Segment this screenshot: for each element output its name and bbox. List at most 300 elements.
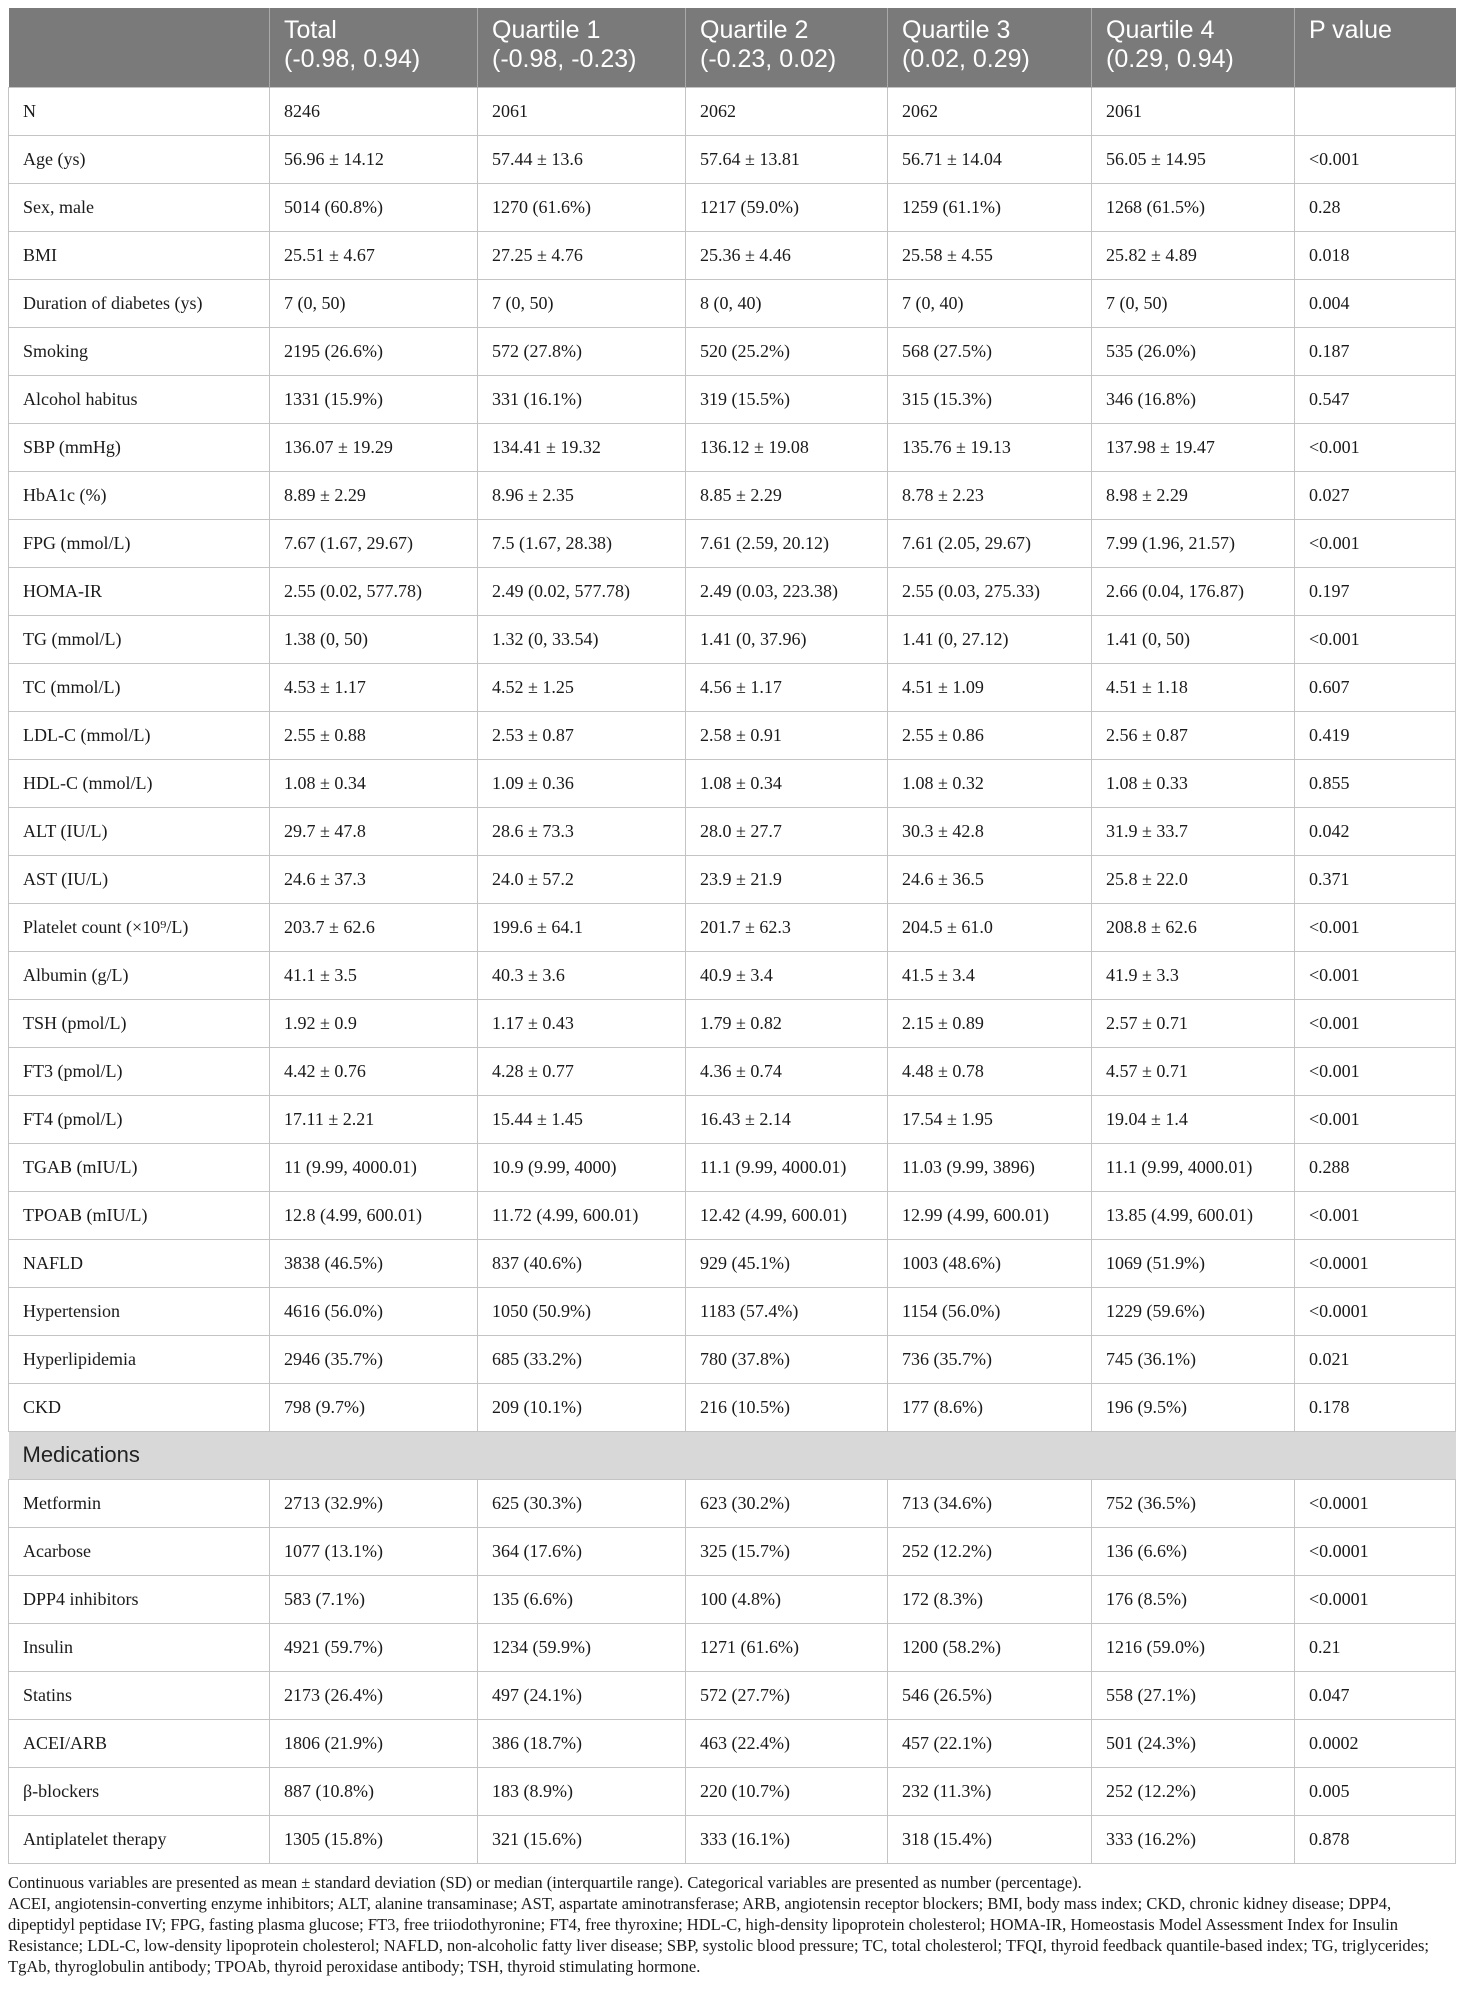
table-row (9, 903, 1456, 951)
cell-p-value: 0.004 (1295, 279, 1456, 327)
cell-quartile-4: 501 (24.3%) (1092, 1719, 1295, 1767)
cell-quartile-1: 331 (16.1%) (478, 375, 686, 423)
cell-p-value: <0.001 (1295, 519, 1456, 567)
table-row (9, 951, 1456, 999)
cell-p-value: <0.0001 (1295, 1239, 1456, 1287)
cell-quartile-1: 15.44 ± 1.45 (478, 1095, 686, 1143)
cell-total: 887 (10.8%) (270, 1767, 478, 1815)
cell-quartile-2: 216 (10.5%) (686, 1383, 888, 1431)
cell-quartile-2: 929 (45.1%) (686, 1239, 888, 1287)
row-label: TG (mmol/L) (9, 615, 270, 663)
row-label: SBP (mmHg) (9, 423, 270, 471)
table-row (9, 1575, 1456, 1623)
table-row (9, 1287, 1456, 1335)
cell-quartile-3: 24.6 ± 36.5 (888, 855, 1092, 903)
cell-quartile-1: 837 (40.6%) (478, 1239, 686, 1287)
table-row (9, 471, 1456, 519)
cell-quartile-4: 1069 (51.9%) (1092, 1239, 1295, 1287)
cell-total: 24.6 ± 37.3 (270, 855, 478, 903)
cell-quartile-2: 23.9 ± 21.9 (686, 855, 888, 903)
table-row (9, 663, 1456, 711)
cell-total: 136.07 ± 19.29 (270, 423, 478, 471)
cell-quartile-4: 558 (27.1%) (1092, 1671, 1295, 1719)
cell-quartile-4: 25.82 ± 4.89 (1092, 231, 1295, 279)
row-label: TSH (pmol/L) (9, 999, 270, 1047)
cell-quartile-2: 4.56 ± 1.17 (686, 663, 888, 711)
cell-quartile-3: 2.15 ± 0.89 (888, 999, 1092, 1047)
row-label: CKD (9, 1383, 270, 1431)
cell-total: 2.55 ± 0.88 (270, 711, 478, 759)
cell-total: 7.67 (1.67, 29.67) (270, 519, 478, 567)
cell-total: 1331 (15.9%) (270, 375, 478, 423)
cell-quartile-2: 572 (27.7%) (686, 1671, 888, 1719)
cell-total: 4.53 ± 1.17 (270, 663, 478, 711)
cell-quartile-2: 40.9 ± 3.4 (686, 951, 888, 999)
table-row (9, 231, 1456, 279)
table-row (9, 423, 1456, 471)
cell-quartile-1: 134.41 ± 19.32 (478, 423, 686, 471)
table-row (9, 759, 1456, 807)
cell-quartile-3: 2.55 ± 0.86 (888, 711, 1092, 759)
row-label: FT4 (pmol/L) (9, 1095, 270, 1143)
cell-quartile-1: 11.72 (4.99, 600.01) (478, 1191, 686, 1239)
cell-p-value: <0.001 (1295, 1095, 1456, 1143)
cell-quartile-4: 13.85 (4.99, 600.01) (1092, 1191, 1295, 1239)
cell-quartile-1: 321 (15.6%) (478, 1815, 686, 1863)
row-label: β-blockers (9, 1767, 270, 1815)
cell-quartile-3: 1.41 (0, 27.12) (888, 615, 1092, 663)
cell-quartile-1: 386 (18.7%) (478, 1719, 686, 1767)
row-label: Age (ys) (9, 135, 270, 183)
cell-quartile-2: 100 (4.8%) (686, 1575, 888, 1623)
cell-total: 41.1 ± 3.5 (270, 951, 478, 999)
cell-quartile-4: 1268 (61.5%) (1092, 183, 1295, 231)
cell-total: 8246 (270, 87, 478, 135)
cell-p-value: 0.042 (1295, 807, 1456, 855)
table-row (9, 615, 1456, 663)
cell-total: 29.7 ± 47.8 (270, 807, 478, 855)
table-row (9, 711, 1456, 759)
row-label: Duration of diabetes (ys) (9, 279, 270, 327)
cell-quartile-3: 315 (15.3%) (888, 375, 1092, 423)
cell-quartile-2: 1.08 ± 0.34 (686, 759, 888, 807)
cell-quartile-4: 2.56 ± 0.87 (1092, 711, 1295, 759)
cell-p-value: <0.001 (1295, 1047, 1456, 1095)
cell-quartile-3: 30.3 ± 42.8 (888, 807, 1092, 855)
cell-p-value: <0.001 (1295, 135, 1456, 183)
row-label: TC (mmol/L) (9, 663, 270, 711)
row-label: Alcohol habitus (9, 375, 270, 423)
cell-quartile-4: 252 (12.2%) (1092, 1767, 1295, 1815)
row-label: HOMA-IR (9, 567, 270, 615)
header-row (9, 8, 1456, 87)
cell-quartile-1: 10.9 (9.99, 4000) (478, 1143, 686, 1191)
cell-p-value: 0.21 (1295, 1623, 1456, 1671)
footnote-summary: Continuous variables are presented as mean ± standard deviation (SD) or median (interquartile range). Categorical variables are presented as number (percentage). (8, 1872, 1082, 1892)
row-label: Statins (9, 1671, 270, 1719)
row-label: Hypertension (9, 1287, 270, 1335)
baseline-characteristics-table (8, 8, 1456, 1864)
table-row (9, 135, 1456, 183)
cell-total: 203.7 ± 62.6 (270, 903, 478, 951)
table-row (9, 1191, 1456, 1239)
cell-total: 798 (9.7%) (270, 1383, 478, 1431)
cell-quartile-4: 535 (26.0%) (1092, 327, 1295, 375)
table-row (9, 183, 1456, 231)
cell-quartile-4: 752 (36.5%) (1092, 1479, 1295, 1527)
cell-quartile-2: 463 (22.4%) (686, 1719, 888, 1767)
cell-quartile-1: 24.0 ± 57.2 (478, 855, 686, 903)
header-range: (0.02, 0.29) (902, 45, 1030, 73)
table-row (9, 87, 1456, 135)
row-label: Acarbose (9, 1527, 270, 1575)
cell-quartile-1: 4.28 ± 0.77 (478, 1047, 686, 1095)
cell-quartile-1: 1234 (59.9%) (478, 1623, 686, 1671)
cell-quartile-1: 364 (17.6%) (478, 1527, 686, 1575)
cell-p-value: 0.187 (1295, 327, 1456, 375)
cell-quartile-1: 2.53 ± 0.87 (478, 711, 686, 759)
table-row (9, 1383, 1456, 1431)
cell-quartile-3: 1259 (61.1%) (888, 183, 1092, 231)
header-quartile-3 (888, 8, 1092, 87)
cell-p-value: 0.005 (1295, 1767, 1456, 1815)
cell-quartile-2: 1271 (61.6%) (686, 1623, 888, 1671)
cell-quartile-2: 1.41 (0, 37.96) (686, 615, 888, 663)
row-label: AST (IU/L) (9, 855, 270, 903)
header-label: Quartile 1 (492, 16, 601, 44)
cell-total: 25.51 ± 4.67 (270, 231, 478, 279)
cell-quartile-2: 136.12 ± 19.08 (686, 423, 888, 471)
cell-p-value: <0.001 (1295, 1191, 1456, 1239)
cell-total: 1077 (13.1%) (270, 1527, 478, 1575)
table-row (9, 999, 1456, 1047)
row-label: Albumin (g/L) (9, 951, 270, 999)
cell-quartile-2: 1183 (57.4%) (686, 1287, 888, 1335)
cell-p-value: 0.018 (1295, 231, 1456, 279)
cell-quartile-1: 8.96 ± 2.35 (478, 471, 686, 519)
cell-quartile-1: 497 (24.1%) (478, 1671, 686, 1719)
cell-total: 4.42 ± 0.76 (270, 1047, 478, 1095)
cell-quartile-4: 7.99 (1.96, 21.57) (1092, 519, 1295, 567)
table-row (9, 1095, 1456, 1143)
cell-quartile-1: 4.52 ± 1.25 (478, 663, 686, 711)
cell-quartile-2: 57.64 ± 13.81 (686, 135, 888, 183)
cell-quartile-2: 2062 (686, 87, 888, 135)
row-label: Platelet count (×10⁹/L) (9, 903, 270, 951)
cell-quartile-3: 232 (11.3%) (888, 1767, 1092, 1815)
cell-total: 1305 (15.8%) (270, 1815, 478, 1863)
section-row-medications (9, 1431, 1456, 1479)
cell-quartile-3: 457 (22.1%) (888, 1719, 1092, 1767)
header-quartile-4 (1092, 8, 1295, 87)
cell-total: 1806 (21.9%) (270, 1719, 478, 1767)
table-row (9, 1623, 1456, 1671)
cell-quartile-1: 7.5 (1.67, 28.38) (478, 519, 686, 567)
cell-total: 8.89 ± 2.29 (270, 471, 478, 519)
header-label: Quartile 4 (1106, 16, 1215, 44)
cell-quartile-3: 41.5 ± 3.4 (888, 951, 1092, 999)
cell-quartile-1: 1.17 ± 0.43 (478, 999, 686, 1047)
cell-quartile-4: 208.8 ± 62.6 (1092, 903, 1295, 951)
cell-quartile-3: 318 (15.4%) (888, 1815, 1092, 1863)
cell-p-value: <0.001 (1295, 615, 1456, 663)
cell-quartile-3: 12.99 (4.99, 600.01) (888, 1191, 1092, 1239)
table-container (8, 8, 1455, 1977)
cell-quartile-4: 745 (36.1%) (1092, 1335, 1295, 1383)
cell-total: 583 (7.1%) (270, 1575, 478, 1623)
row-label: Antiplatelet therapy (9, 1815, 270, 1863)
table-row (9, 855, 1456, 903)
cell-quartile-3: 1003 (48.6%) (888, 1239, 1092, 1287)
cell-p-value: 0.021 (1295, 1335, 1456, 1383)
cell-quartile-4: 137.98 ± 19.47 (1092, 423, 1295, 471)
cell-quartile-1: 1050 (50.9%) (478, 1287, 686, 1335)
row-label: FPG (mmol/L) (9, 519, 270, 567)
header-range: (-0.98, 0.94) (284, 45, 421, 73)
cell-quartile-1: 572 (27.8%) (478, 327, 686, 375)
table-row (9, 1335, 1456, 1383)
table-row (9, 1239, 1456, 1287)
cell-quartile-4: 346 (16.8%) (1092, 375, 1295, 423)
cell-quartile-2: 11.1 (9.99, 4000.01) (686, 1143, 888, 1191)
cell-p-value: <0.001 (1295, 423, 1456, 471)
cell-quartile-4: 56.05 ± 14.95 (1092, 135, 1295, 183)
cell-quartile-3: 2.55 (0.03, 275.33) (888, 567, 1092, 615)
row-label: Smoking (9, 327, 270, 375)
row-label: ALT (IU/L) (9, 807, 270, 855)
cell-p-value: 0.419 (1295, 711, 1456, 759)
cell-quartile-4: 19.04 ± 1.4 (1092, 1095, 1295, 1143)
header-label: Quartile 2 (700, 16, 809, 44)
table-row (9, 1815, 1456, 1863)
cell-p-value: 0.607 (1295, 663, 1456, 711)
section-label: Medications (9, 1431, 1456, 1479)
header-quartile-1 (478, 8, 686, 87)
cell-quartile-4: 136 (6.6%) (1092, 1527, 1295, 1575)
cell-p-value: 0.878 (1295, 1815, 1456, 1863)
cell-total: 2195 (26.6%) (270, 327, 478, 375)
cell-quartile-3: 8.78 ± 2.23 (888, 471, 1092, 519)
row-label: N (9, 87, 270, 135)
cell-quartile-1: 2061 (478, 87, 686, 135)
table-row (9, 279, 1456, 327)
cell-quartile-1: 625 (30.3%) (478, 1479, 686, 1527)
row-label: HDL-C (mmol/L) (9, 759, 270, 807)
cell-quartile-2: 520 (25.2%) (686, 327, 888, 375)
cell-quartile-3: 1.08 ± 0.32 (888, 759, 1092, 807)
header-range: (-0.23, 0.02) (700, 45, 837, 73)
cell-quartile-3: 252 (12.2%) (888, 1527, 1092, 1575)
footnote-abbreviations: ACEI, angiotensin-converting enzyme inhibitors; ALT, alanine transaminase; AST, aspartate aminotransferase; ARB, angiotensin receptor blockers; BMI, body mass index; CKD, chronic kidney disease; DPP4, dipeptidyl peptidase IV; FPG, fasting plasma glucose; FT3, free triiodothyronine; FT4, free thyroxine; HDL-C, high-density lipoprotein cholesterol; HOMA-IR, Homeostasis Model Assessment Index for Insulin Resistance; LDL-C, low-density lipoprotein cholesterol; NAFLD, non-alcoholic fatty liver disease; SBP, systolic blood pressure; TC, total cholesterol; TFQI, thyroid feedback quantile-based index; TG, triglycerides; TgAb, thyroglobulin antibody; TPOAb, thyroid peroxidase antibody; TSH, thyroid stimulating hormone. (8, 1893, 1430, 1976)
cell-p-value: 0.855 (1295, 759, 1456, 807)
cell-quartile-2: 8.85 ± 2.29 (686, 471, 888, 519)
row-label: Sex, male (9, 183, 270, 231)
cell-quartile-3: 25.58 ± 4.55 (888, 231, 1092, 279)
cell-quartile-4: 2.66 (0.04, 176.87) (1092, 567, 1295, 615)
row-label: Metformin (9, 1479, 270, 1527)
cell-quartile-3: 135.76 ± 19.13 (888, 423, 1092, 471)
cell-p-value: <0.0001 (1295, 1287, 1456, 1335)
header-total (270, 8, 478, 87)
cell-quartile-3: 56.71 ± 14.04 (888, 135, 1092, 183)
cell-quartile-1: 7 (0, 50) (478, 279, 686, 327)
cell-quartile-4: 1216 (59.0%) (1092, 1623, 1295, 1671)
cell-quartile-3: 546 (26.5%) (888, 1671, 1092, 1719)
cell-quartile-4: 2.57 ± 0.71 (1092, 999, 1295, 1047)
cell-quartile-3: 736 (35.7%) (888, 1335, 1092, 1383)
cell-quartile-1: 2.49 (0.02, 577.78) (478, 567, 686, 615)
cell-quartile-3: 4.48 ± 0.78 (888, 1047, 1092, 1095)
cell-quartile-2: 319 (15.5%) (686, 375, 888, 423)
cell-total: 56.96 ± 14.12 (270, 135, 478, 183)
cell-quartile-2: 28.0 ± 27.7 (686, 807, 888, 855)
cell-quartile-4: 1229 (59.6%) (1092, 1287, 1295, 1335)
row-label: BMI (9, 231, 270, 279)
cell-quartile-2: 8 (0, 40) (686, 279, 888, 327)
cell-quartile-2: 201.7 ± 62.3 (686, 903, 888, 951)
cell-total: 1.92 ± 0.9 (270, 999, 478, 1047)
row-label: DPP4 inhibitors (9, 1575, 270, 1623)
table-body (9, 87, 1456, 1863)
cell-total: 4921 (59.7%) (270, 1623, 478, 1671)
cell-quartile-3: 7 (0, 40) (888, 279, 1092, 327)
cell-total: 11 (9.99, 4000.01) (270, 1143, 478, 1191)
cell-total: 12.8 (4.99, 600.01) (270, 1191, 478, 1239)
cell-quartile-2: 2.49 (0.03, 223.38) (686, 567, 888, 615)
cell-quartile-4: 31.9 ± 33.7 (1092, 807, 1295, 855)
cell-p-value: 0.047 (1295, 1671, 1456, 1719)
cell-quartile-2: 780 (37.8%) (686, 1335, 888, 1383)
cell-quartile-3: 17.54 ± 1.95 (888, 1095, 1092, 1143)
cell-total: 2173 (26.4%) (270, 1671, 478, 1719)
cell-total: 4616 (56.0%) (270, 1287, 478, 1335)
table-row (9, 567, 1456, 615)
cell-quartile-4: 2061 (1092, 87, 1295, 135)
cell-quartile-3: 177 (8.6%) (888, 1383, 1092, 1431)
cell-quartile-2: 220 (10.7%) (686, 1767, 888, 1815)
cell-quartile-2: 7.61 (2.59, 20.12) (686, 519, 888, 567)
cell-total: 3838 (46.5%) (270, 1239, 478, 1287)
cell-p-value: <0.001 (1295, 903, 1456, 951)
cell-p-value: <0.0001 (1295, 1479, 1456, 1527)
cell-quartile-2: 623 (30.2%) (686, 1479, 888, 1527)
table-row (9, 1719, 1456, 1767)
cell-p-value: 0.288 (1295, 1143, 1456, 1191)
cell-quartile-1: 183 (8.9%) (478, 1767, 686, 1815)
cell-quartile-4: 41.9 ± 3.3 (1092, 951, 1295, 999)
cell-p-value: 0.371 (1295, 855, 1456, 903)
row-label: LDL-C (mmol/L) (9, 711, 270, 759)
cell-quartile-4: 333 (16.2%) (1092, 1815, 1295, 1863)
header-range: (0.29, 0.94) (1106, 45, 1234, 73)
cell-quartile-1: 685 (33.2%) (478, 1335, 686, 1383)
cell-quartile-1: 1.32 (0, 33.54) (478, 615, 686, 663)
cell-total: 2.55 (0.02, 577.78) (270, 567, 478, 615)
header-label: Total (284, 16, 337, 44)
cell-quartile-4: 176 (8.5%) (1092, 1575, 1295, 1623)
cell-quartile-2: 4.36 ± 0.74 (686, 1047, 888, 1095)
cell-total: 5014 (60.8%) (270, 183, 478, 231)
cell-quartile-3: 4.51 ± 1.09 (888, 663, 1092, 711)
table-row (9, 1527, 1456, 1575)
cell-quartile-4: 1.41 (0, 50) (1092, 615, 1295, 663)
cell-quartile-4: 1.08 ± 0.33 (1092, 759, 1295, 807)
cell-quartile-3: 172 (8.3%) (888, 1575, 1092, 1623)
cell-quartile-1: 135 (6.6%) (478, 1575, 686, 1623)
cell-p-value: <0.0001 (1295, 1575, 1456, 1623)
cell-quartile-3: 568 (27.5%) (888, 327, 1092, 375)
row-label: Insulin (9, 1623, 270, 1671)
cell-quartile-4: 25.8 ± 22.0 (1092, 855, 1295, 903)
cell-total: 17.11 ± 2.21 (270, 1095, 478, 1143)
cell-quartile-4: 8.98 ± 2.29 (1092, 471, 1295, 519)
cell-p-value: 0.0002 (1295, 1719, 1456, 1767)
table-row (9, 327, 1456, 375)
header-range: (-0.98, -0.23) (492, 45, 637, 73)
cell-quartile-3: 204.5 ± 61.0 (888, 903, 1092, 951)
cell-quartile-1: 1270 (61.6%) (478, 183, 686, 231)
cell-p-value: 0.027 (1295, 471, 1456, 519)
table-row (9, 1143, 1456, 1191)
cell-p-value: 0.178 (1295, 1383, 1456, 1431)
table-row (9, 1479, 1456, 1527)
cell-quartile-3: 1200 (58.2%) (888, 1623, 1092, 1671)
row-label: NAFLD (9, 1239, 270, 1287)
cell-quartile-1: 28.6 ± 73.3 (478, 807, 686, 855)
cell-quartile-2: 333 (16.1%) (686, 1815, 888, 1863)
cell-quartile-4: 4.51 ± 1.18 (1092, 663, 1295, 711)
cell-quartile-2: 325 (15.7%) (686, 1527, 888, 1575)
cell-total: 1.08 ± 0.34 (270, 759, 478, 807)
cell-quartile-1: 40.3 ± 3.6 (478, 951, 686, 999)
table-row (9, 1047, 1456, 1095)
cell-quartile-3: 713 (34.6%) (888, 1479, 1092, 1527)
cell-total: 2946 (35.7%) (270, 1335, 478, 1383)
cell-quartile-3: 7.61 (2.05, 29.67) (888, 519, 1092, 567)
cell-p-value: 0.547 (1295, 375, 1456, 423)
row-label: TGAB (mIU/L) (9, 1143, 270, 1191)
cell-p-value: 0.28 (1295, 183, 1456, 231)
cell-p-value: <0.0001 (1295, 1527, 1456, 1575)
cell-p-value: 0.197 (1295, 567, 1456, 615)
cell-quartile-4: 196 (9.5%) (1092, 1383, 1295, 1431)
row-label: ACEI/ARB (9, 1719, 270, 1767)
cell-quartile-2: 16.43 ± 2.14 (686, 1095, 888, 1143)
table-row (9, 807, 1456, 855)
row-label: FT3 (pmol/L) (9, 1047, 270, 1095)
cell-quartile-1: 27.25 ± 4.76 (478, 231, 686, 279)
cell-total: 1.38 (0, 50) (270, 615, 478, 663)
cell-quartile-4: 7 (0, 50) (1092, 279, 1295, 327)
row-label: Hyperlipidemia (9, 1335, 270, 1383)
cell-quartile-1: 199.6 ± 64.1 (478, 903, 686, 951)
cell-quartile-1: 57.44 ± 13.6 (478, 135, 686, 183)
cell-quartile-1: 1.09 ± 0.36 (478, 759, 686, 807)
table-row (9, 375, 1456, 423)
table-footnotes (8, 1872, 1455, 1977)
cell-quartile-4: 11.1 (9.99, 4000.01) (1092, 1143, 1295, 1191)
cell-quartile-2: 25.36 ± 4.46 (686, 231, 888, 279)
cell-total: 2713 (32.9%) (270, 1479, 478, 1527)
cell-quartile-1: 209 (10.1%) (478, 1383, 686, 1431)
header-variable (9, 8, 270, 87)
cell-p-value: <0.001 (1295, 999, 1456, 1047)
table-row (9, 1767, 1456, 1815)
cell-quartile-3: 1154 (56.0%) (888, 1287, 1092, 1335)
header-label: P value (1309, 16, 1392, 44)
cell-quartile-2: 12.42 (4.99, 600.01) (686, 1191, 888, 1239)
cell-p-value (1295, 87, 1456, 135)
